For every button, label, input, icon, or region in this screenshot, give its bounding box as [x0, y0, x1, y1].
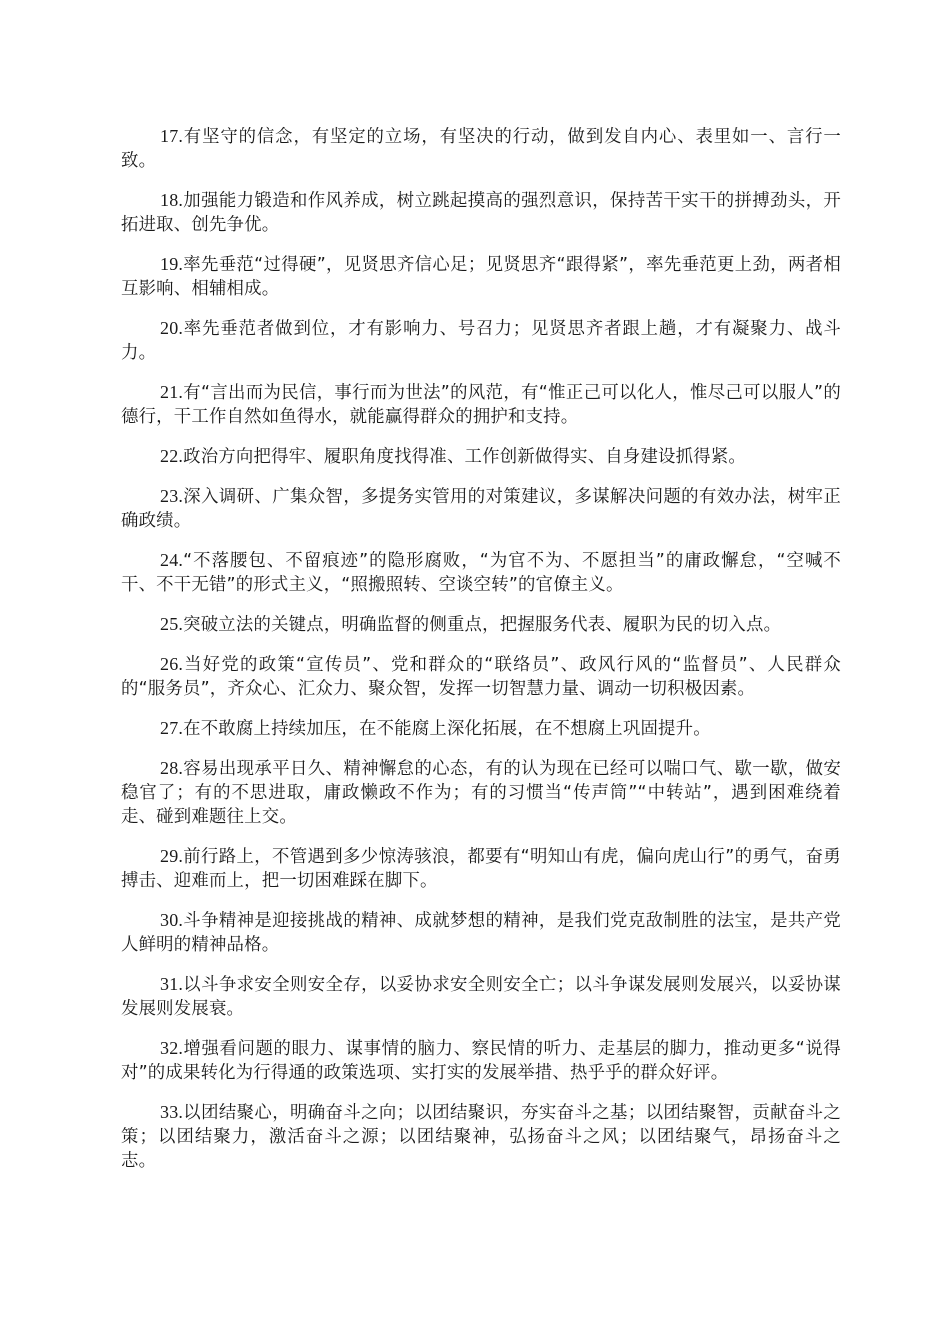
paragraph-text: 容易出现承平日久、精神懈怠的心态，有的认为现在已经可以喘口气、歇一歇，做安稳官了；有的不思进取，庸政懒政不作为；有的习惯当“传声筒”“中转站”，遇到困难绕着走、碰到难题往上交。 [121, 759, 841, 827]
paragraph-text: 以斗争求安全则安全存，以妥协求安全则安全亡；以斗争谋发展则发展兴，以妥协谋发展则发展衰。 [121, 975, 841, 1019]
paragraph-text: 前行路上，不管遇到多少惊涛骇浪，都要有“明知山有虎，偏向虎山行”的勇气，奋勇搏击、迎难而上，把一切困难踩在脚下。 [121, 847, 841, 891]
paragraph-33 [121, 1100, 841, 1173]
paragraph-text: 深入调研、广集众智，多提务实管用的对策建议，多谋解决问题的有效办法，树牢正确政绩。 [121, 487, 841, 531]
paragraph-29 [121, 844, 841, 893]
paragraph-text: 当好党的政策“宣传员”、党和群众的“联络员”、政风行风的“监督员”、人民群众的“服务员”，齐众心、汇众力、聚众智，发挥一切智慧力量、调动一切积极因素。 [121, 655, 841, 699]
paragraph-number: 30. [160, 910, 184, 930]
paragraph-number: 22. [160, 446, 184, 466]
paragraph-28 [121, 756, 841, 829]
paragraph-text: 率先垂范者做到位，才有影响力、号召力；见贤思齐者跟上趟，才有凝聚力、战斗力。 [121, 319, 841, 363]
paragraph-number: 18. [160, 190, 184, 210]
paragraph-25 [121, 612, 841, 637]
paragraph-text: 增强看问题的眼力、谋事情的脑力、察民情的听力、走基层的脚力，推动更多“说得对”的成果转化为行得通的政策选项、实打实的发展举措、热乎乎的群众好评。 [121, 1039, 841, 1083]
document-page [121, 124, 841, 1188]
paragraph-18 [121, 188, 841, 237]
paragraph-number: 31. [160, 974, 184, 994]
paragraph-text: 政治方向把得牢、履职角度找得准、工作创新做得实、自身建设抓得紧。 [183, 447, 747, 467]
paragraph-number: 29. [160, 846, 184, 866]
paragraph-number: 24. [160, 550, 184, 570]
paragraph-32 [121, 1036, 841, 1085]
paragraph-text: “不落腰包、不留痕迹”的隐形腐败，“为官不为、不愿担当”的庸政懈怠，“空喊不干、不干无错”的形式主义，“照搬照转、空谈空转”的官僚主义。 [121, 551, 841, 595]
paragraph-text: 突破立法的关键点，明确监督的侧重点，把握服务代表、履职为民的切入点。 [183, 615, 782, 635]
paragraph-31 [121, 972, 841, 1021]
paragraph-19 [121, 252, 841, 301]
paragraph-number: 23. [160, 486, 184, 506]
paragraph-number: 32. [160, 1038, 184, 1058]
paragraph-26 [121, 652, 841, 701]
paragraph-text: 率先垂范“过得硬”，见贤思齐信心足；见贤思齐“跟得紧”，率先垂范更上劲，两者相互影响、相辅相成。 [121, 255, 841, 299]
paragraph-number: 17. [160, 126, 184, 146]
paragraph-text: 有坚守的信念，有坚定的立场，有坚决的行动，做到发自内心、表里如一、言行一致。 [121, 127, 841, 171]
paragraph-number: 26. [160, 654, 184, 674]
paragraph-text: 斗争精神是迎接挑战的精神、成就梦想的精神，是我们党克敌制胜的法宝，是共产党人鲜明的精神品格。 [121, 911, 841, 955]
paragraph-text: 在不敢腐上持续加压，在不能腐上深化拓展，在不想腐上巩固提升。 [183, 719, 711, 739]
paragraph-22 [121, 444, 841, 469]
paragraph-text: 加强能力锻造和作风养成，树立跳起摸高的强烈意识，保持苦干实干的拼搏劲头，开拓进取、创先争优。 [121, 191, 841, 235]
paragraph-17 [121, 124, 841, 173]
paragraph-number: 21. [160, 382, 184, 402]
paragraph-30 [121, 908, 841, 957]
paragraph-23 [121, 484, 841, 533]
paragraph-number: 19. [160, 254, 184, 274]
paragraph-number: 27. [160, 718, 184, 738]
paragraph-21 [121, 380, 841, 429]
paragraph-number: 20. [160, 318, 184, 338]
paragraph-24 [121, 548, 841, 597]
paragraph-number: 25. [160, 614, 184, 634]
paragraph-20 [121, 316, 841, 365]
paragraph-text: 以团结聚心，明确奋斗之向；以团结聚识，夯实奋斗之基；以团结聚智，贡献奋斗之策；以团结聚力，激活奋斗之源；以团结聚神，弘扬奋斗之风；以团结聚气，昂扬奋斗之志。 [121, 1103, 841, 1171]
paragraph-number: 28. [160, 758, 184, 778]
paragraph-27 [121, 716, 841, 741]
paragraph-text: 有“言出而为民信，事行而为世法”的风范，有“惟正己可以化人，惟尽己可以服人”的德行，干工作自然如鱼得水，就能赢得群众的拥护和支持。 [121, 383, 841, 427]
paragraph-number: 33. [160, 1102, 184, 1122]
